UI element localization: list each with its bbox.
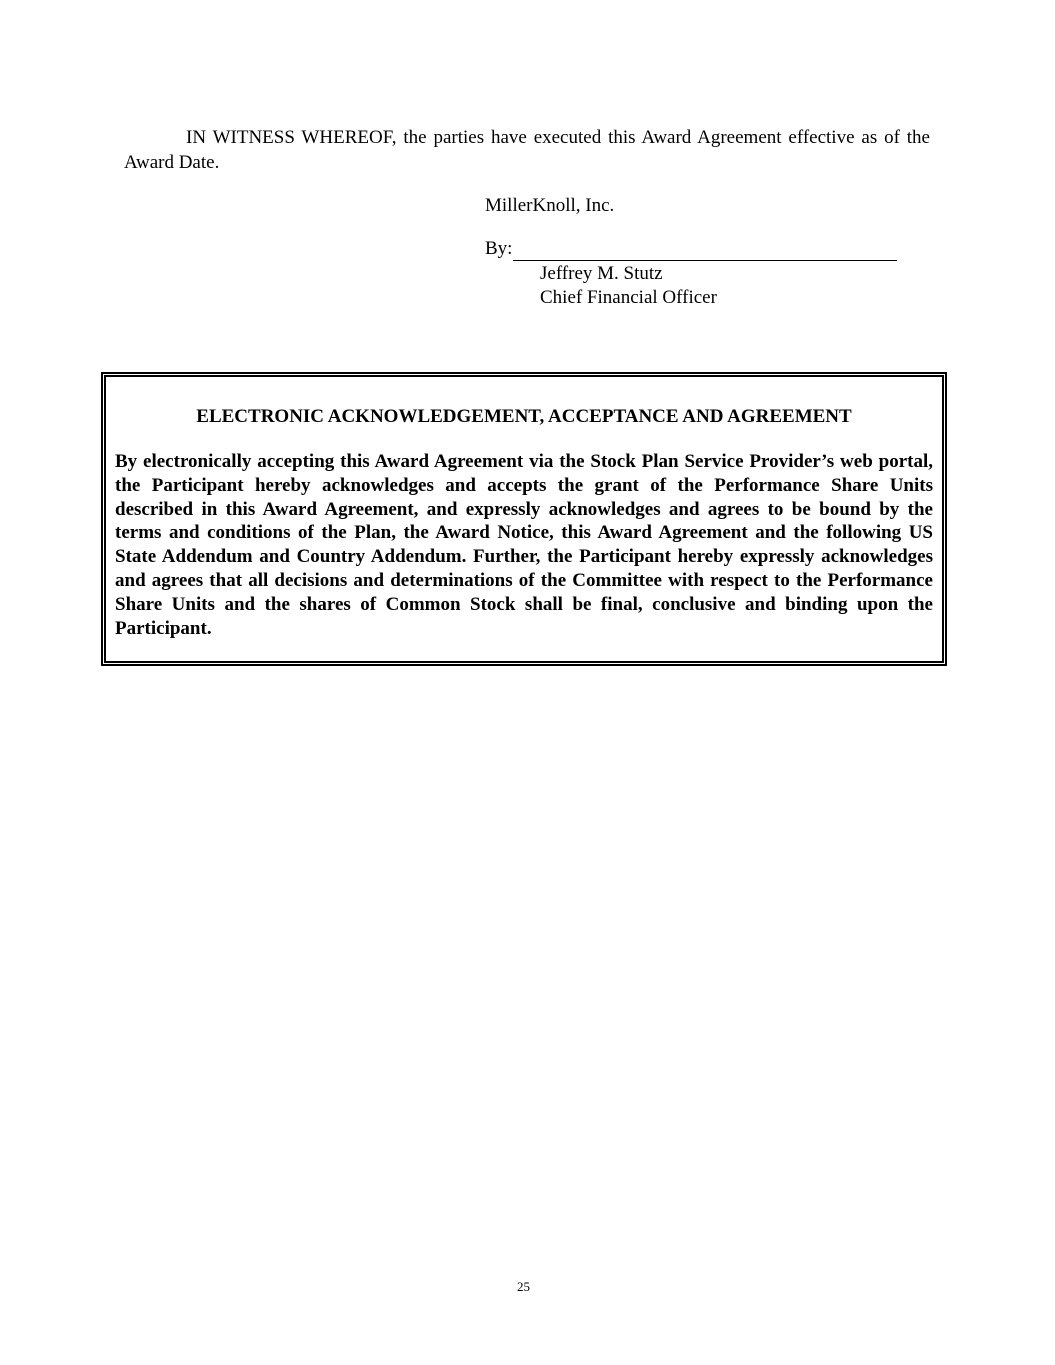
signer-title: Chief Financial Officer [540,287,717,308]
acknowledgement-title: ELECTRONIC ACKNOWLEDGEMENT, ACCEPTANCE AND AGREEMENT [196,406,852,427]
signature-blank [513,240,897,261]
witness-clause: IN WITNESS WHEREOF, the parties have executed this Award Agreement effective as of the Award Date. [124,127,930,173]
acknowledgement-box [101,372,947,666]
signer-name: Jeffrey M. Stutz [540,263,663,284]
signature-line [485,237,897,261]
page-number: 25 [517,1279,530,1294]
company-name: MillerKnoll, Inc. [485,195,615,216]
by-label: By: [485,238,513,259]
acknowledgement-body: By electronically accepting this Award Agreement via the Stock Plan Service Provider’s web portal, the Participant hereby acknowledges and accepts the grant of the Performance Share Units described in this Award Agreement, and expressly acknowledges and agrees to be bound by the terms and conditions of the Plan, the Award Notice, this Award Agreement and the following US State Addendum and Country Addendum. Further, the Participant hereby expressly acknowledges and agrees that all decisions and determinations of the Committee with respect to the Performance Share Units and the shares of Common Stock shall be final, conclusive and binding upon the Participant. [115,451,933,639]
